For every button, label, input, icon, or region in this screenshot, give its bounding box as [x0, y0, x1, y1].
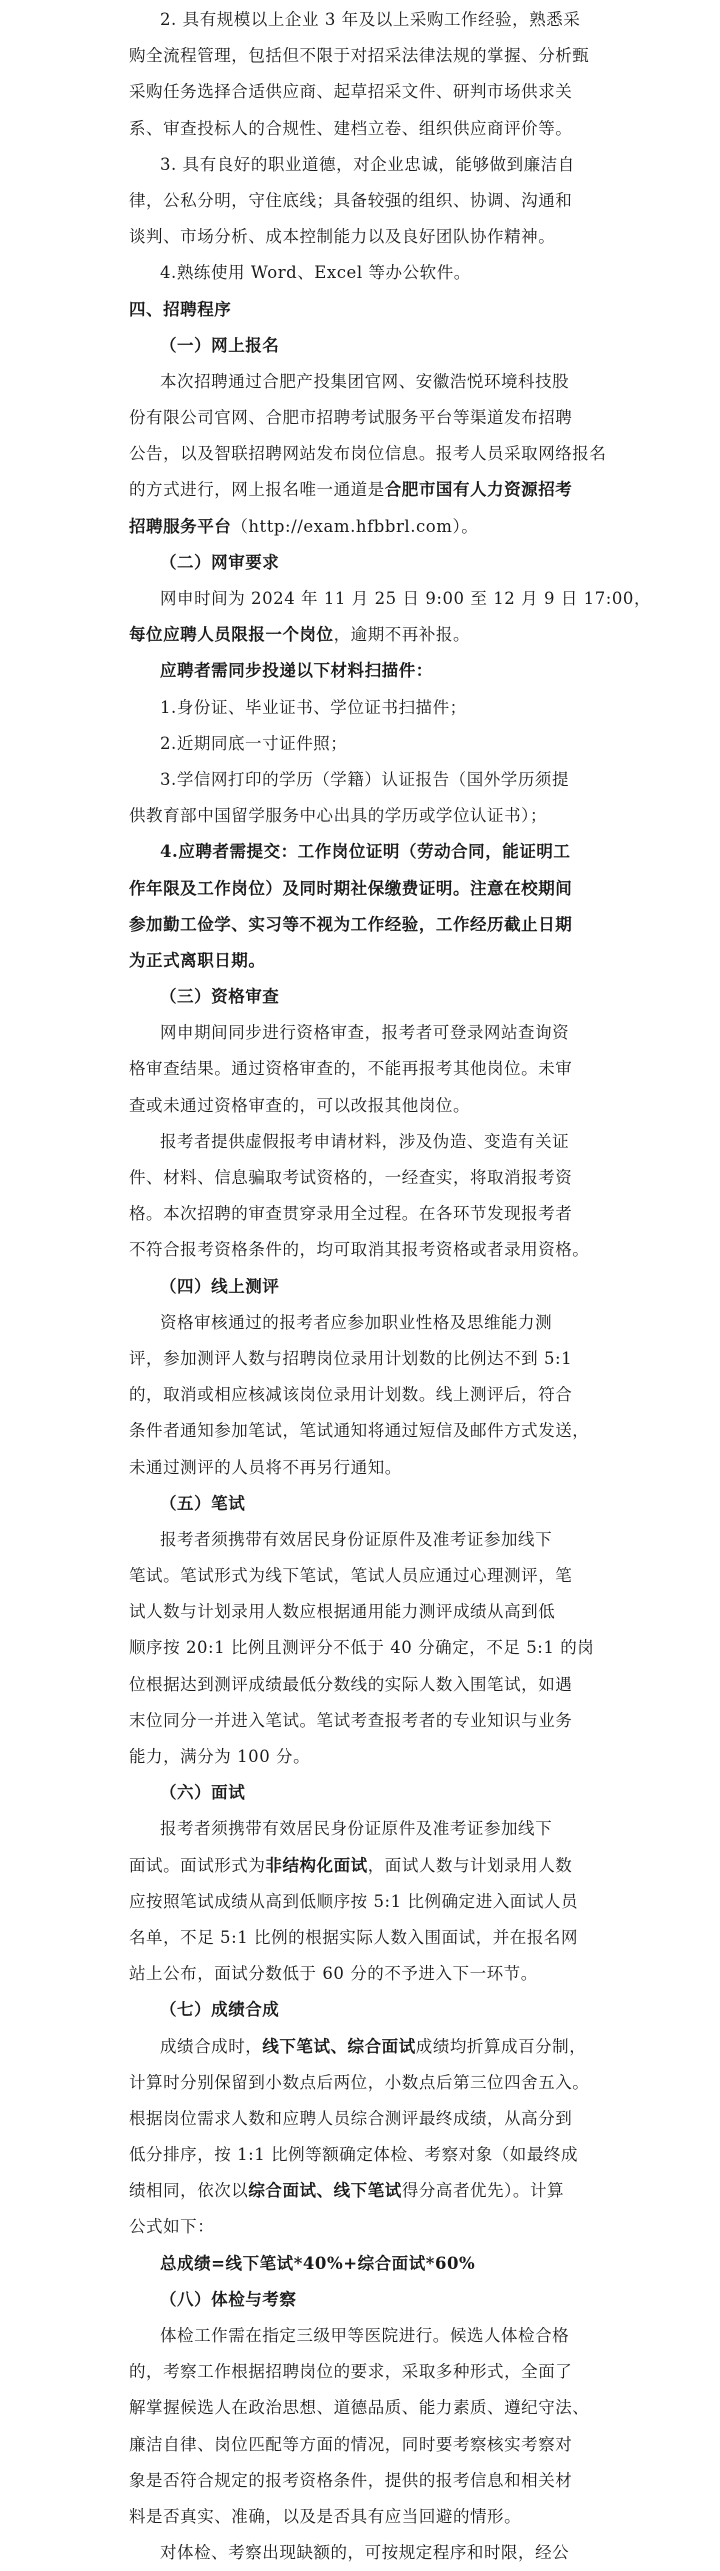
- body-text: 得分高者优先）。计算: [401, 2181, 565, 2201]
- bold-text: 合肥市国有人力资源招考: [384, 480, 573, 500]
- text-line: [0, 617, 720, 653]
- bold-text: （八）体检与考察: [160, 2289, 297, 2309]
- text-line: [0, 907, 720, 943]
- paragraph-start-line: [0, 2318, 720, 2354]
- text-line: [0, 1594, 720, 1630]
- text-line: [0, 2499, 720, 2535]
- bold-text: 为正式离职日期。: [129, 950, 266, 970]
- body-text: 公式如下：: [129, 2217, 215, 2237]
- text-line: [0, 436, 720, 472]
- bold-text: 参加勤工俭学、实习等不视为工作经验，工作经历截止日期: [129, 914, 573, 934]
- text-line: [0, 2173, 720, 2209]
- paragraph-start-line: [0, 762, 720, 798]
- text-line: [0, 1450, 720, 1486]
- text-line: [0, 1232, 720, 1268]
- text-line: [0, 2101, 720, 2137]
- body-text: 体检工作需在指定三级甲等医院进行。候选人体检合格: [160, 2326, 570, 2345]
- text-line: [0, 1088, 720, 1124]
- body-text: 报考者须携带有效居民身份证原件及准考证参加线下: [160, 1819, 553, 1839]
- body-text: 象是否符合规定的报考资格条件，提供的报考信息和相关材: [129, 2470, 573, 2490]
- text-line: [0, 1413, 720, 1449]
- subsection-heading: [0, 1775, 720, 1811]
- body-text: 试人数与计划录用人数应根据通用能力测评成绩从高到低: [129, 1602, 556, 1622]
- paragraph-start-line: [0, 1015, 720, 1051]
- body-text: 低分排序，按 1:1 比例等额确定体检、考察对象（如最终成: [129, 2145, 578, 2165]
- text-line: [0, 2065, 720, 2101]
- body-text: 名单，不足 5:1 比例的根据实际人数入围面试，并在报名网: [129, 1927, 578, 1947]
- text-line: [0, 943, 720, 979]
- bold-text: 总成绩=线下笔试*40%+综合面试*60%: [160, 2253, 476, 2273]
- body-text: 末位同分一并进入笔试。笔试考查报考者的专业知识与业务: [129, 1710, 573, 1730]
- body-text: 成绩均折算成百分制，: [415, 2036, 587, 2056]
- text-line: [0, 219, 720, 255]
- paragraph-start-line: [0, 2535, 720, 2571]
- body-text: 件、材料、信息骗取考试资格的，一经查实，将取消报考资: [129, 1168, 573, 1187]
- bold-text: 4.应聘者需提交：工作岗位证明（劳动合同，能证明工: [160, 842, 571, 862]
- body-text: 报考者提供虚假报考申请材料，涉及伪造、变造有关证: [160, 1131, 570, 1151]
- body-text: 廉洁自律、岗位匹配等方面的情况，同时要考察核实考察对: [129, 2434, 573, 2454]
- body-text: 面试。面试形式为: [129, 1855, 266, 1875]
- paragraph-start-line: [0, 1305, 720, 1341]
- bold-text: 四、招聘程序: [129, 299, 232, 319]
- subsection-heading: [0, 1486, 720, 1522]
- text-line: [0, 1703, 720, 1739]
- body-text: 对体检、考察出现缺额的，可按规定程序和时限，经公: [160, 2543, 570, 2563]
- body-text: 购全流程管理，包括但不限于对招采法律法规的掌握、分析甄: [129, 46, 590, 66]
- body-text: 能力，满分为 100 分。: [129, 1747, 311, 1766]
- subsection-heading: [0, 545, 720, 581]
- body-text: 评，参加测评人数与招聘岗位录用计划数的比例达不到 5:1: [129, 1348, 573, 1368]
- text-line: [0, 472, 720, 508]
- paragraph-start-line: [0, 690, 720, 726]
- paragraph-start-line: [0, 834, 720, 870]
- text-line: [0, 1196, 720, 1232]
- body-text: 成绩合成时，: [160, 2036, 263, 2056]
- text-line: [0, 1667, 720, 1703]
- section-heading: [0, 292, 720, 328]
- paragraph-start-line: [0, 1522, 720, 1558]
- body-text: 2. 具有规模以上企业 3 年及以上采购工作经验，熟悉采: [160, 10, 581, 29]
- body-text: 公告，以及智联招聘网站发布岗位信息。报考人员采取网络报名: [129, 444, 607, 464]
- body-text: 条件者通知参加笔试，笔试通知将通过短信及邮件方式发送，: [129, 1421, 590, 1441]
- text-line: [0, 400, 720, 436]
- body-text: 格审查结果。通过资格审查的，不能再报考其他岗位。未审: [129, 1059, 573, 1079]
- body-text: 3. 具有良好的职业道德，对企业忠诚，能够做到廉洁自: [160, 154, 575, 174]
- bold-text: （四）线上测评: [160, 1276, 280, 1296]
- text-line: [0, 1739, 720, 1775]
- body-text: 网申期间同步进行资格审查，报考者可登录网站查询资: [160, 1023, 570, 1043]
- subsection-heading: [0, 328, 720, 364]
- body-text: 资格审核通过的报考者应参加职业性格及思维能力测: [160, 1312, 553, 1332]
- body-text: 网申时间为 2024 年 11 月 25 日 9:00 至 12 月 9 日 17:00，: [160, 589, 652, 608]
- text-line: [0, 1160, 720, 1196]
- body-text: （http://exam.hfbbrl.com）。: [231, 516, 479, 536]
- paragraph-start-line: [0, 1124, 720, 1160]
- body-text: 不符合报考资格条件的，均可取消其报考资格或者录用资格。: [129, 1240, 590, 1260]
- paragraph-start-line: [0, 147, 720, 183]
- body-text: 的，考察工作根据招聘岗位的要求，采取多种形式，全面了: [129, 2362, 573, 2382]
- text-line: [0, 2209, 720, 2245]
- text-line: [0, 2354, 720, 2390]
- subsection-heading: [0, 1269, 720, 1305]
- subsection-heading: [0, 1992, 720, 2028]
- bold-text: （七）成绩合成: [160, 2000, 280, 2020]
- paragraph-start-line: [0, 581, 720, 617]
- body-text: 未通过测评的人员将不再另行通知。: [129, 1457, 402, 1477]
- body-text: 1.身份证、毕业证书、学位证书扫描件；: [160, 697, 467, 717]
- body-text: 笔试。笔试形式为线下笔试，笔试人员应通过心理测评，笔: [129, 1566, 573, 1586]
- paragraph-start-line: [0, 726, 720, 762]
- body-text: ，逾期不再补报。: [333, 625, 471, 645]
- paragraph-start-line: [0, 2246, 720, 2282]
- text-line: [0, 509, 720, 545]
- text-line: [0, 1341, 720, 1377]
- bold-text: （二）网审要求: [160, 552, 280, 572]
- body-text: 谈判、市场分析、成本控制能力以及良好团队协作精神。: [129, 227, 556, 247]
- body-text: ，面试人数与计划录用人数: [367, 1855, 573, 1875]
- text-line: [0, 1051, 720, 1087]
- body-text: 份有限公司官网、合肥市招聘考试服务平台等渠道发布招聘: [129, 408, 573, 428]
- body-text: 顺序按 20:1 比例且测评分不低于 40 分确定，不足 5:1 的岗: [129, 1638, 595, 1658]
- text-line: [0, 2390, 720, 2426]
- bold-text: 每位应聘人员限报一个岗位: [129, 625, 334, 645]
- bold-text: 非结构化面试: [265, 1855, 368, 1875]
- body-text: 解掌握候选人在政治思想、道德品质、能力素质、遵纪守法、: [129, 2398, 590, 2418]
- subsection-heading: [0, 979, 720, 1015]
- bold-text: 综合面试、线下笔试: [248, 2181, 402, 2201]
- body-text: 根据岗位需求人数和应聘人员综合测评最终成绩，从高分到: [129, 2108, 573, 2128]
- text-line: [0, 2463, 720, 2499]
- paragraph-start-line: [0, 653, 720, 689]
- text-line: [0, 1630, 720, 1666]
- text-line: [0, 1920, 720, 1956]
- text-line: [0, 1956, 720, 1992]
- body-text: 系、审查投标人的合规性、建档立卷、组织供应商评价等。: [129, 118, 573, 138]
- bold-text: 应聘者需同步投递以下材料扫描件：: [160, 661, 433, 681]
- bold-text: （一）网上报名: [160, 335, 280, 355]
- text-line: [0, 38, 720, 74]
- text-line: [0, 1884, 720, 1920]
- text-line: [0, 2137, 720, 2173]
- body-text: 的，取消或相应核减该岗位录用计划数。线上测评后，符合: [129, 1385, 573, 1405]
- body-text: 供教育部中国留学服务中心出具的学历或学位认证书）；: [129, 806, 547, 826]
- body-text: 位根据达到测评成绩最低分数线的实际人数入围笔试，如遇: [129, 1674, 573, 1694]
- paragraph-start-line: [0, 1811, 720, 1847]
- text-line: [0, 74, 720, 110]
- text-line: [0, 1558, 720, 1594]
- text-line: [0, 798, 720, 834]
- text-line: [0, 2427, 720, 2463]
- body-text: 本次招聘通过合肥产投集团官网、安徽浩悦环境科技股: [160, 371, 570, 391]
- text-line: [0, 871, 720, 907]
- body-text: 报考者须携带有效居民身份证原件及准考证参加线下: [160, 1529, 553, 1549]
- body-text: 采购任务选择合适供应商、起草招采文件、研判市场供求关: [129, 82, 573, 102]
- body-text: 站上公布，面试分数低于 60 分的不予进入下一环节。: [129, 1964, 538, 1984]
- text-line: [0, 183, 720, 219]
- body-text: 4.熟练使用 Word、Excel 等办公软件。: [160, 263, 471, 283]
- body-text: 的方式进行，网上报名唯一通道是: [129, 480, 385, 500]
- paragraph-start-line: [0, 2029, 720, 2065]
- bold-text: 作年限及工作岗位）及同时期社保缴费证明。注意在校期间: [129, 878, 573, 898]
- body-text: 计算时分别保留到小数点后两位，小数点后第三位四舍五入。: [129, 2072, 590, 2092]
- body-text: 律，公私分明，守住底线；具备较强的组织、协调、沟通和: [129, 190, 573, 210]
- body-text: 2.近期同底一寸证件照；: [160, 733, 348, 753]
- body-text: 格。本次招聘的审查贯穿录用全过程。在各环节发现报考者: [129, 1204, 573, 1224]
- body-text: 应按照笔试成绩从高到低顺序按 5:1 比例确定进入面试人员: [129, 1891, 578, 1911]
- bold-text: （六）面试: [160, 1783, 246, 1803]
- body-text: 料是否真实、准确，以及是否具有应当回避的情形。: [129, 2506, 522, 2526]
- paragraph-start-line: [0, 255, 720, 291]
- bold-text: 招聘服务平台: [129, 516, 232, 536]
- bold-text: 线下笔试、综合面试: [262, 2036, 416, 2056]
- body-text: 绩相同，依次以: [129, 2181, 249, 2201]
- subsection-heading: [0, 2282, 720, 2318]
- body-text: 3.学信网打印的学历（学籍）认证报告（国外学历须提: [160, 769, 569, 789]
- paragraph-start-line: [0, 364, 720, 400]
- body-text: 查或未通过资格审查的，可以改报其他岗位。: [129, 1095, 470, 1115]
- paragraph-start-line: [0, 2, 720, 38]
- text-line: [0, 1848, 720, 1884]
- bold-text: （三）资格审查: [160, 987, 280, 1007]
- bold-text: （五）笔试: [160, 1493, 246, 1513]
- text-line: [0, 111, 720, 147]
- text-line: [0, 1377, 720, 1413]
